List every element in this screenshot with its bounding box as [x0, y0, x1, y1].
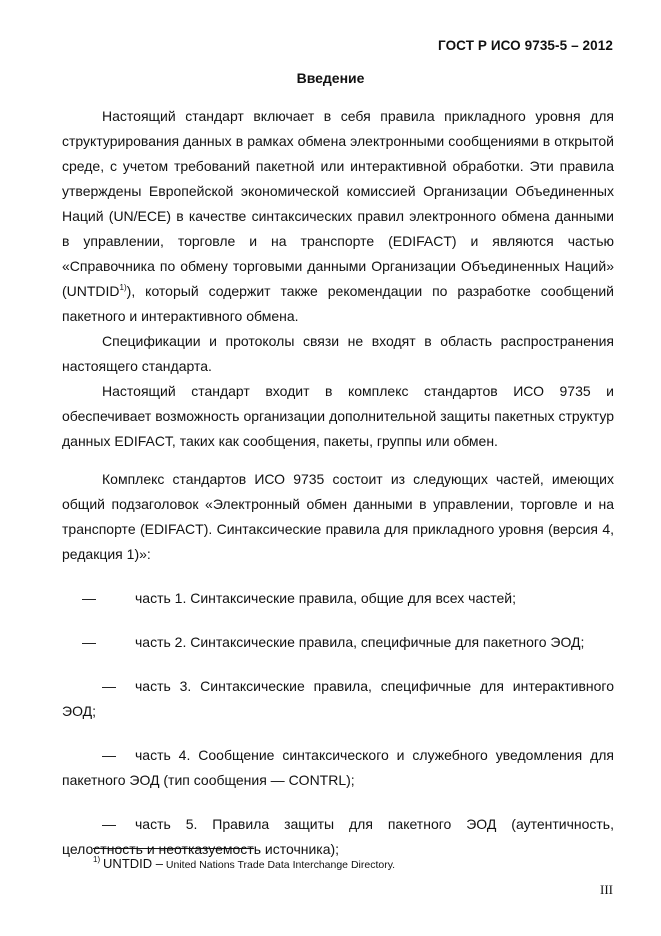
- section-title: Введение: [296, 70, 365, 86]
- list-item-text: часть 1. Синтаксические правила, общие для всех частей;: [135, 590, 517, 606]
- list-item-text: часть 3. Синтаксические правила, специфичные для интерактивного ЭОД;: [62, 678, 614, 719]
- spacer: [62, 454, 614, 467]
- paragraph-text: Настоящий стандарт включает в себя правила прикладного уровня для структурирования данных в рамках обмена электронными сообщениями в открытой среде, с учетом требований пакетной или интерактивной обработки. Эти правила утверждены Европейской экономической комиссией Организации Объединенных Наций (UN/ECE) в качестве синтаксических правил электронного обмена данными в управлении, торговле и на транспорте (EDIFACT) и являются частью «Справочника по обмену торговыми данными Организации Объединенных Наций» (UNTDID: [62, 108, 614, 299]
- spacer: [62, 724, 614, 743]
- standard-header: ГОСТ Р ИСО 9735-5 – 2012: [438, 38, 613, 53]
- spacer: [62, 567, 614, 586]
- page-number: III: [600, 882, 613, 897]
- dash-bullet: —: [82, 590, 96, 606]
- paragraph-scope: [62, 104, 614, 329]
- list-item-text: часть 5. Правила защиты для пакетного ЭОД (аутентичность, целостность и неотказуемость источника);: [62, 816, 614, 857]
- spacer: [62, 611, 614, 630]
- list-item: [62, 743, 614, 793]
- list-item: [62, 812, 614, 862]
- paragraph-parts: Комплекс стандартов ИСО 9735 состоит из следующих частей, имеющих общий подзаголовок «Электронный обмен данными в управлении, торговле и на транспорте (EDIFACT). Синтаксические правила для прикладного уровня (версия 4, редакция 1)»:: [62, 471, 614, 562]
- dash-bullet: —: [102, 678, 116, 694]
- spacer: [62, 793, 614, 812]
- spacer: [62, 655, 614, 674]
- dash-bullet: —: [102, 747, 116, 763]
- footnote: [93, 856, 395, 871]
- list-item-text: часть 2. Синтаксические правила, специфичные для пакетного ЭОД;: [135, 634, 585, 650]
- footnote-term: UNTDID –: [103, 856, 163, 871]
- footnote-ref[interactable]: 1): [119, 283, 127, 292]
- list-item: [62, 674, 614, 724]
- dash-bullet: —: [102, 816, 116, 832]
- list-item-text: часть 4. Сообщение синтаксического и служебного уведомления для пакетного ЭОД (тип сообщения — CONTRL);: [62, 747, 614, 788]
- paragraph-protocols: Спецификации и протоколы связи не входят в область распространения настоящего стандарта.: [62, 333, 614, 374]
- footnote-mark: 1): [93, 855, 101, 864]
- paragraph-text: ), который содержит также рекомендации по разработке сообщений пакетного и интерактивного обмена.: [62, 283, 614, 324]
- list-item: [62, 630, 614, 655]
- dash-bullet: —: [82, 634, 96, 650]
- list-item: [62, 586, 614, 611]
- footnote-text: United Nations Trade Data Interchange Directory.: [163, 859, 396, 871]
- footnote-divider: [93, 848, 254, 849]
- paragraph-series: Настоящий стандарт входит в комплекс стандартов ИСО 9735 и обеспечивает возможность организации дополнительной защиты пакетных структур данных EDIFACT, таких как сообщения, пакеты, группы или обмен.: [62, 383, 614, 449]
- document-body: [62, 104, 614, 862]
